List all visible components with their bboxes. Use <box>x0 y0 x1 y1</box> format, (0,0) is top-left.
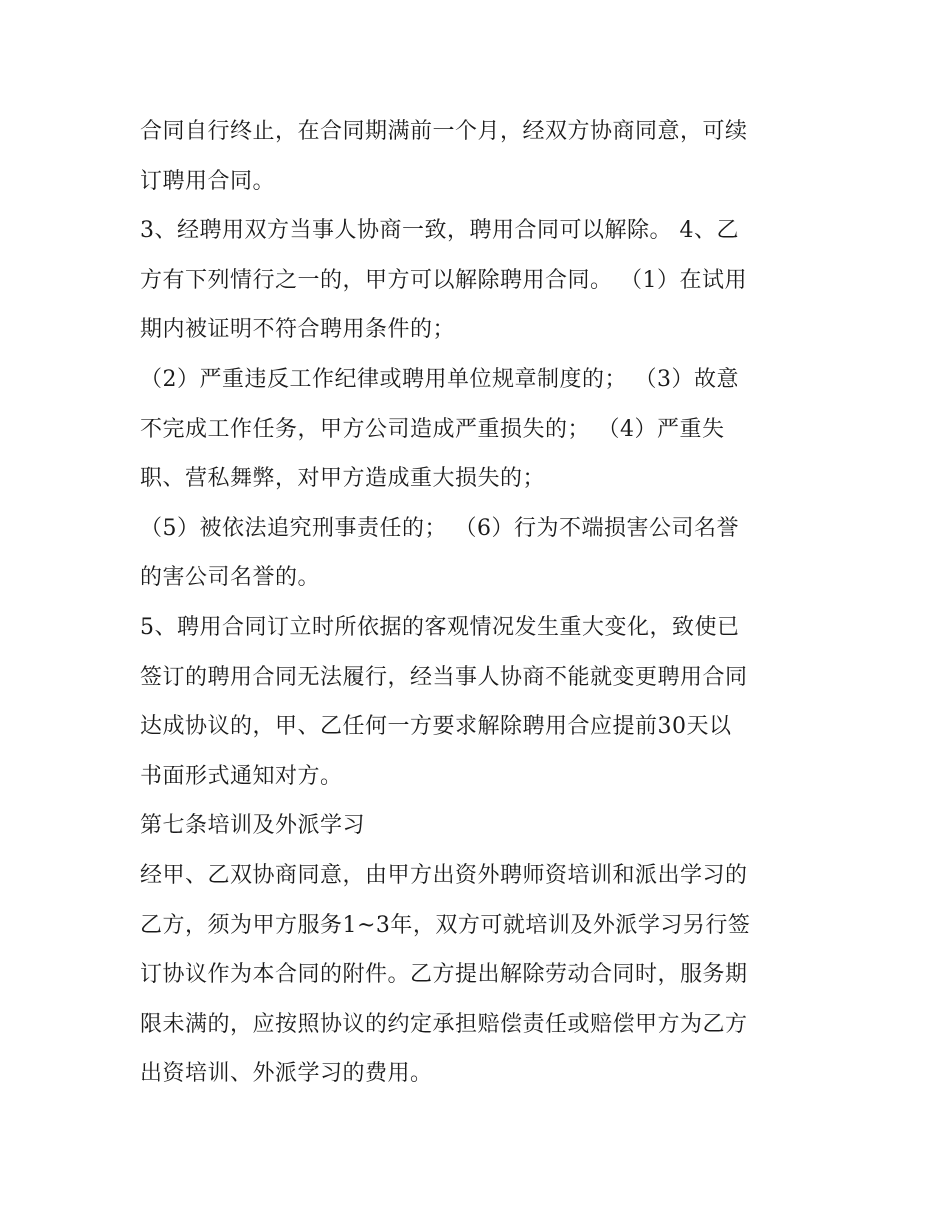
section-heading: 第七条培训及外派学习 <box>140 813 366 839</box>
text-line: 经甲、乙双协商同意，由甲方出资外聘师资培训和派出学习的 <box>140 862 748 888</box>
text-line: 3、经聘用双方当事人协商一致，聘用合同可以解除。 4、乙 <box>140 218 739 244</box>
text-line: 不完成工作任务，甲方公司造成严重损失的； （4）严重失 <box>140 416 725 442</box>
text-line: 达成协议的，甲、乙任何一方要求解除聘用合应提前30天以 <box>140 714 732 740</box>
text-line: 订聘用合同。 <box>140 168 276 194</box>
text-line: 期内被证明不符合聘用条件的； <box>140 317 456 343</box>
text-line: 合同自行终止，在合同期满前一个月，经双方协商同意，可续 <box>140 119 748 144</box>
text-line: 职、营私舞弊，对甲方造成重大损失的； <box>140 466 546 492</box>
text-line: 乙方，须为甲方服务1~3年，双方可就培训及外派学习另行签 <box>140 912 751 938</box>
text-line: 书面形式通知对方。 <box>140 763 343 789</box>
text-line: 签订的聘用合同无法履行，经当事人协商不能就变更聘用合同 <box>140 664 748 690</box>
text-line: 5、聘用合同订立时所依据的客观情况发生重大变化，致使已 <box>140 614 740 640</box>
text-line: 出资培训、外派学习的费用。 <box>140 1061 433 1087</box>
text-line: （2）严重违反工作纪律或聘用单位规章制度的； （3）故意 <box>140 366 739 392</box>
document-body <box>140 107 820 1099</box>
text-line: 的害公司名誉的。 <box>140 565 321 591</box>
text-line: 订协议作为本合同的附件。乙方提出解除劳动合同时，服务期 <box>140 962 748 988</box>
text-line: （5）被依法追究刑事责任的； （6）行为不端损害公司名誉 <box>140 515 739 541</box>
text-line: 限未满的，应按照协议的约定承担赔偿责任或赔偿甲方为乙方 <box>140 1011 748 1037</box>
text-line: 方有下列情行之一的，甲方可以解除聘用合同。 （1）在试用 <box>140 267 747 293</box>
